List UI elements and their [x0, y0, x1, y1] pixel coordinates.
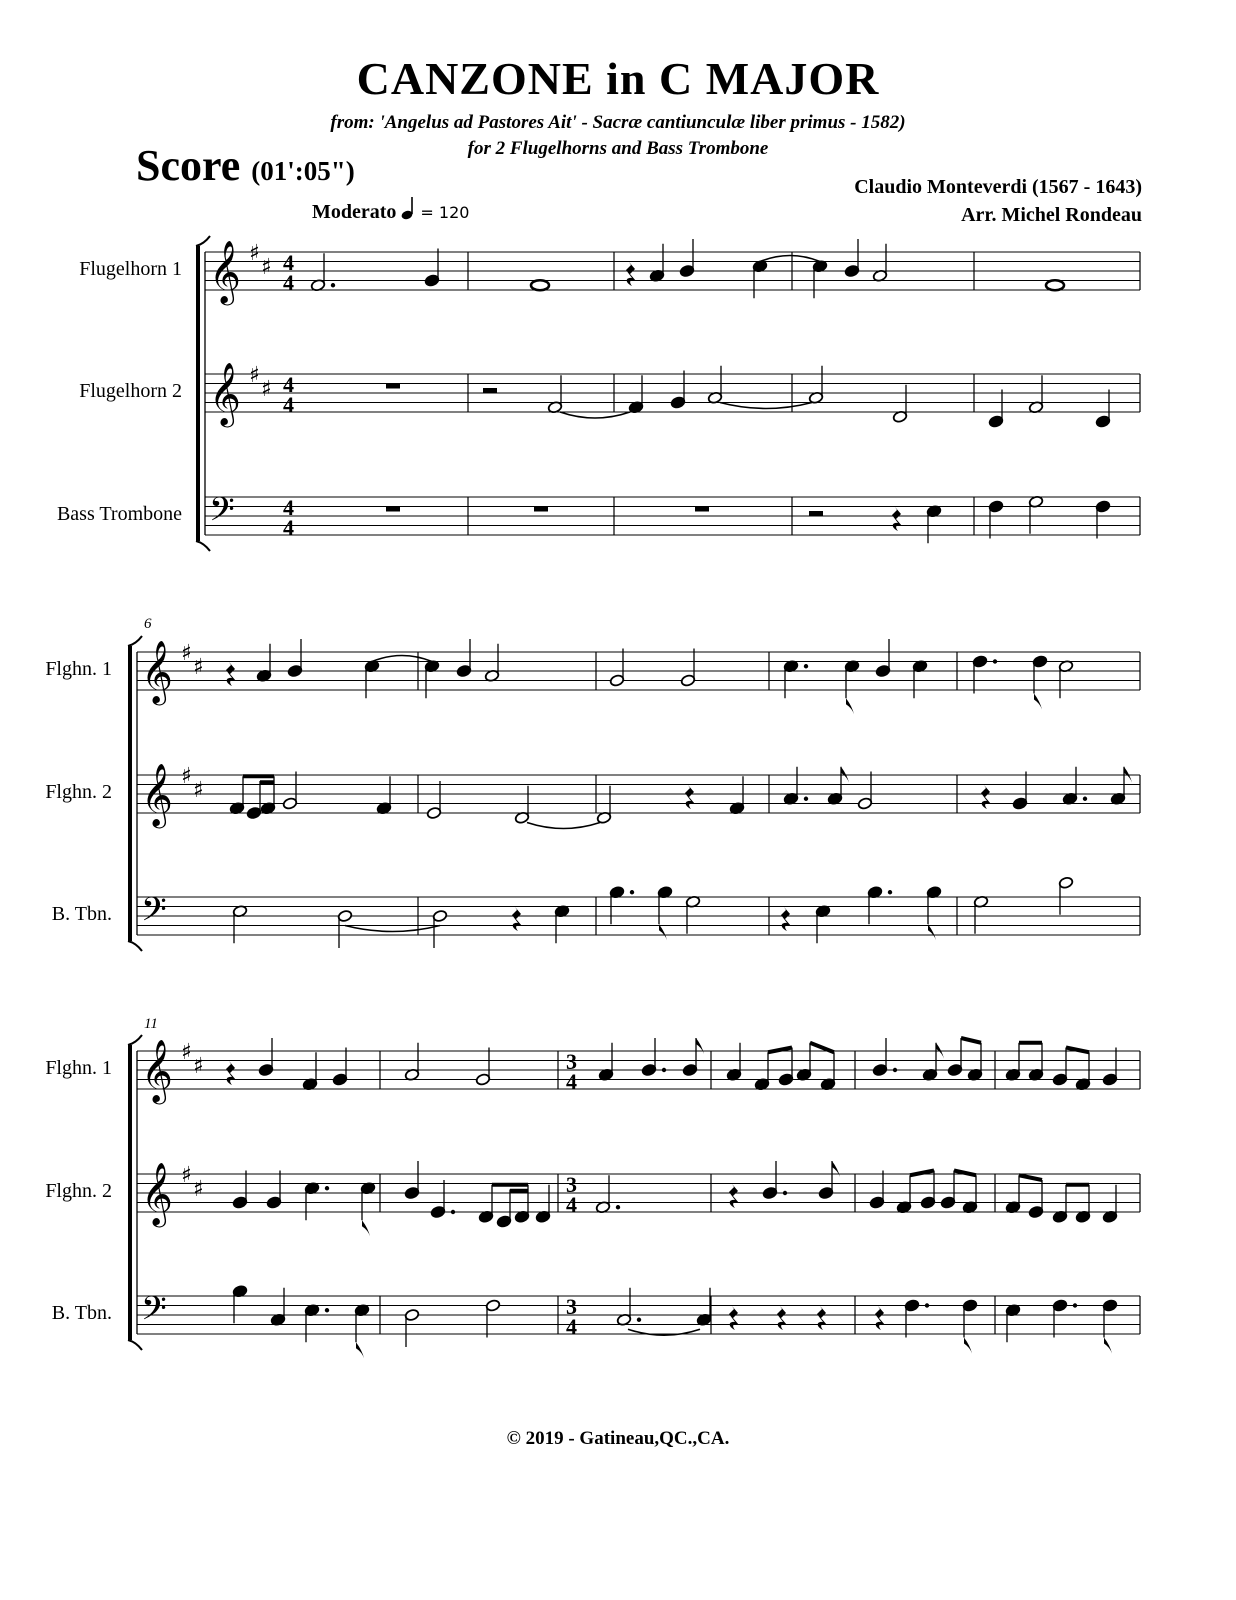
bracket-hook	[128, 636, 142, 646]
augmentation-dot	[804, 797, 808, 801]
beam	[1019, 1175, 1042, 1180]
score-title: CANZONE in C MAJOR	[356, 53, 880, 104]
quarter-rest	[817, 1306, 827, 1330]
measure-number-6: 6	[144, 616, 152, 632]
half-rest	[809, 511, 823, 516]
bracket-hook	[128, 1035, 142, 1045]
whole-rest	[534, 507, 548, 512]
augmentation-dot	[331, 283, 335, 287]
quarter-rest	[226, 1061, 236, 1085]
copyright-footer: © 2019 - Gatineau,QC.,CA.	[506, 1428, 730, 1449]
treble-clef-icon: 𝄞	[209, 240, 241, 303]
instrument-short-bass-trombone: B. Tbn.	[51, 903, 112, 925]
tie	[760, 256, 820, 262]
instrument-short-flugelhorn-1-sys3: Flghn. 1	[45, 1057, 112, 1079]
sharp-icon: ♯	[181, 764, 192, 789]
time-signature-numerator: 4	[283, 372, 294, 397]
composer: Claudio Monteverdi (1567 - 1643)	[854, 176, 1142, 198]
sharp-icon: ♯	[193, 778, 204, 803]
flag	[362, 1220, 370, 1236]
tie	[560, 412, 630, 418]
measure-number-11: 11	[144, 1016, 158, 1032]
flag	[928, 924, 936, 940]
tie	[372, 656, 432, 662]
whole-rest	[386, 507, 400, 512]
flag	[696, 1038, 704, 1054]
sharp-icon: ♯	[193, 1054, 204, 1079]
time-signature-denominator: 4	[566, 1314, 577, 1339]
system-bracket	[128, 646, 132, 941]
bass-clef-icon: 𝄢	[141, 891, 167, 937]
flag	[1104, 1338, 1112, 1354]
bracket-hook	[196, 236, 210, 246]
quarter-rest	[892, 507, 902, 531]
time-signature-numerator: 4	[283, 250, 294, 275]
beam	[768, 1048, 792, 1053]
time-signature-denominator: 4	[283, 515, 294, 540]
augmentation-dot	[616, 1205, 620, 1209]
time-signature-denominator: 4	[566, 1069, 577, 1094]
augmentation-dot	[637, 1318, 641, 1322]
beam	[954, 1171, 976, 1176]
duration: (01':05")	[251, 156, 355, 186]
tempo-text: Moderato	[312, 201, 397, 223]
whole-note	[531, 280, 549, 290]
quarter-rest	[685, 785, 695, 809]
quarter-rest	[777, 1306, 787, 1330]
instrument-short-flugelhorn-2-sys3: Flghn. 2	[45, 1180, 112, 1202]
bracket-hook	[128, 941, 142, 951]
sharp-icon: ♯	[181, 641, 192, 666]
quarter-rest	[875, 1306, 885, 1330]
time-signature-denominator: 4	[283, 270, 294, 295]
flag	[832, 1161, 840, 1177]
flag	[846, 698, 854, 714]
treble-clef-icon: 𝄞	[209, 362, 241, 425]
augmentation-dot	[925, 1303, 929, 1307]
quarter-rest	[729, 1306, 739, 1330]
instrument-name-bass-trombone: Bass Trombone	[56, 503, 182, 525]
bass-clef-icon: 𝄢	[141, 1290, 167, 1336]
bracket-hook	[196, 541, 210, 551]
augmentation-dot	[325, 1308, 329, 1312]
flag	[659, 924, 667, 940]
augmentation-dot	[993, 659, 997, 663]
quarter-rest	[512, 907, 522, 931]
augmentation-dot	[662, 1068, 666, 1072]
treble-clef-icon: 𝄞	[141, 1039, 173, 1102]
whole-rest	[386, 384, 400, 389]
instrument-short-bass-trombone-sys3: B. Tbn.	[51, 1302, 112, 1324]
augmentation-dot	[1083, 797, 1087, 801]
subtitle-source: from: 'Angelus ad Pastores Ait' - Sacræ cantiunculæ liber primus - 1582)	[330, 112, 906, 133]
time-signature-numerator: 4	[283, 495, 294, 520]
beam	[1066, 1048, 1089, 1053]
quarter-rest	[226, 662, 236, 686]
quarter-rest	[626, 262, 636, 286]
augmentation-dot	[630, 890, 634, 894]
flag	[964, 1338, 972, 1354]
treble-clef-icon: 𝄞	[141, 1162, 173, 1225]
beam	[910, 1171, 934, 1176]
time-signature-denominator: 4	[566, 1192, 577, 1217]
tie	[720, 403, 812, 409]
sharp-icon: ♯	[261, 255, 272, 280]
whole-note	[1046, 280, 1064, 290]
time-signature-numerator: 3	[566, 1294, 577, 1319]
augmentation-dot	[325, 1186, 329, 1190]
beam	[961, 1038, 981, 1043]
sharp-icon: ♯	[193, 655, 204, 680]
time-signature-numerator: 3	[566, 1172, 577, 1197]
quarter-rest	[781, 907, 791, 931]
augmentation-dot	[888, 890, 892, 894]
whole-rest	[695, 507, 709, 512]
treble-clef-icon: 𝄞	[141, 763, 173, 826]
subtitle-instrumentation: for 2 Flugelhorns and Bass Trombone	[467, 138, 769, 159]
flag	[1034, 694, 1042, 710]
augmentation-dot	[893, 1068, 897, 1072]
bass-clef-icon: 𝄢	[209, 491, 235, 537]
bracket-hook	[128, 1340, 142, 1350]
sharp-icon: ♯	[249, 241, 260, 266]
augmentation-dot	[1073, 1303, 1077, 1307]
instrument-name-flugelhorn-1: Flugelhorn 1	[79, 258, 182, 280]
instrument-short-flugelhorn-1: Flghn. 1	[45, 658, 112, 680]
arranger: Arr. Michel Rondeau	[961, 204, 1142, 226]
sharp-icon: ♯	[181, 1040, 192, 1065]
sharp-icon: ♯	[249, 363, 260, 388]
treble-clef-icon: 𝄞	[141, 640, 173, 703]
tempo-value: = 120	[420, 203, 470, 222]
quarter-rest	[729, 1184, 739, 1208]
augmentation-dot	[783, 1191, 787, 1195]
sharp-icon: ♯	[261, 377, 272, 402]
time-signature-numerator: 3	[566, 1049, 577, 1074]
quarter-rest	[981, 785, 991, 809]
tie	[527, 823, 600, 829]
augmentation-dot	[804, 664, 808, 668]
system-bracket	[128, 1045, 132, 1340]
instrument-short-flugelhorn-2: Flghn. 2	[45, 781, 112, 803]
score-word: Score	[136, 141, 241, 190]
tie	[345, 926, 440, 932]
augmentation-dot	[451, 1210, 455, 1214]
half-rest	[483, 388, 497, 393]
time-signature-denominator: 4	[283, 392, 294, 417]
instrument-name-flugelhorn-2: Flugelhorn 2	[79, 380, 182, 402]
sharp-icon: ♯	[181, 1163, 192, 1188]
sharp-icon: ♯	[193, 1177, 204, 1202]
flag	[356, 1342, 364, 1358]
system-bracket	[196, 246, 200, 541]
